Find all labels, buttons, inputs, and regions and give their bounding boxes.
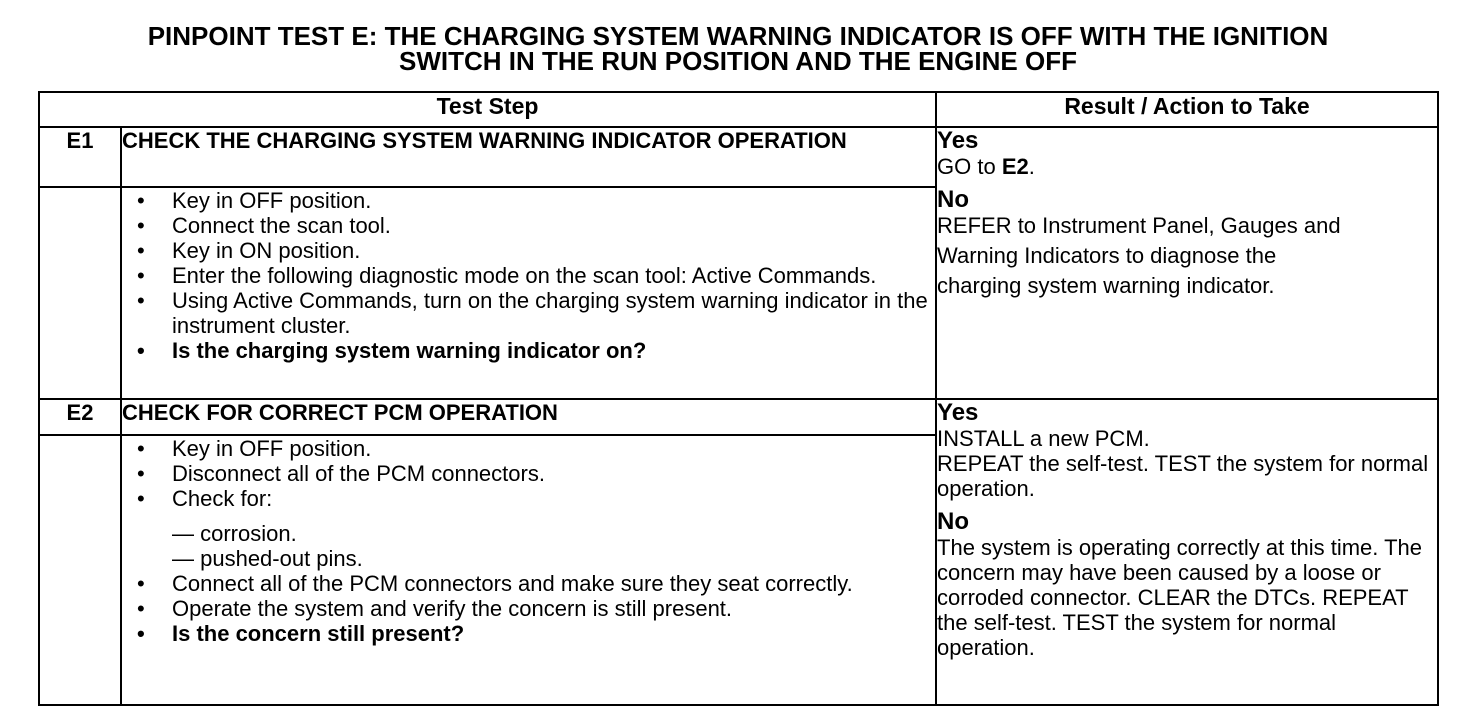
e2-step-title: CHECK FOR CORRECT PCM OPERATION xyxy=(121,399,936,435)
bullet-icon: • xyxy=(137,436,145,461)
e1-no-line-1: REFER to Instrument Panel, Gauges and xyxy=(937,213,1341,238)
e1-yes-action xyxy=(937,154,1437,179)
pinpoint-test-table xyxy=(38,91,1439,706)
e2-yes-line-1: INSTALL a new PCM. xyxy=(937,426,1150,451)
list-item: • Key in ON position. xyxy=(137,238,361,263)
list-item: • Disconnect all of the PCM connectors. xyxy=(137,461,545,486)
bullet-icon: • xyxy=(137,263,145,288)
page-title xyxy=(38,21,1438,76)
e2-yes-label: Yes xyxy=(937,399,979,426)
list-item: • Connect all of the PCM connectors and make sure they seat correctly. xyxy=(137,571,853,596)
e1-yes-target: E2 xyxy=(1001,154,1029,179)
list-item: • Operate the system and verify the concern is still present. xyxy=(137,596,733,621)
list-item: • Check for: xyxy=(137,486,273,511)
e1-yes-text: GO to xyxy=(937,154,1002,179)
e2-result-cell xyxy=(936,399,1438,705)
e2-no-label: No xyxy=(937,508,970,535)
header-result: Result / Action to Take xyxy=(936,92,1438,127)
list-item: • Connect the scan tool. xyxy=(137,213,391,238)
e2-id-spacer xyxy=(39,435,121,705)
sub-item-pushed-out-pins: — pushed-out pins. xyxy=(172,546,363,571)
e1-no-line-3: charging system warning indicator. xyxy=(937,273,1275,298)
e2-step-id: E2 xyxy=(39,399,121,435)
title-line-1: PINPOINT TEST E: THE CHARGING SYSTEM WARNING INDICATOR IS OFF WITH THE IGNITION xyxy=(147,21,1329,51)
e2-step-list-b xyxy=(122,571,935,646)
bullet-icon: • xyxy=(137,621,145,646)
e1-no-label: No xyxy=(937,186,970,213)
list-item: • Is the charging system warning indicator on? xyxy=(137,338,647,363)
bullet-icon: • xyxy=(137,213,145,238)
bullet-icon: • xyxy=(137,571,145,596)
title-line-2: SWITCH IN THE RUN POSITION AND THE ENGINE OFF xyxy=(399,46,1077,76)
bullet-icon: • xyxy=(137,461,145,486)
header-test-step: Test Step xyxy=(39,92,936,127)
e2-title-row xyxy=(39,399,1438,435)
e2-no-text: The system is operating correctly at this time. The concern may have been caused by a loose or corroded connector. CLEAR the DTCs. REPEAT the self-test. TEST the system for normal operation. xyxy=(937,535,1423,660)
table-header-row xyxy=(39,92,1438,127)
sub-item-corrosion: — corrosion. xyxy=(172,521,297,546)
list-item: • Using Active Commands, turn on the charging system warning indicator in the instrument cluster. xyxy=(137,288,928,338)
e1-yes-label: Yes xyxy=(937,127,979,154)
e1-id-spacer xyxy=(39,187,121,399)
bullet-icon: • xyxy=(137,596,145,621)
e2-step-list-a xyxy=(122,436,935,511)
bullet-icon: • xyxy=(137,288,145,313)
list-item: • Key in OFF position. xyxy=(137,436,372,461)
e1-no-line-2: Warning Indicators to diagnose the xyxy=(937,243,1277,268)
e2-steps-cell xyxy=(121,435,936,705)
e2-yes-line-2: REPEAT the self-test. TEST the system for normal operation. xyxy=(937,451,1429,501)
list-item: • Key in OFF position. xyxy=(137,188,372,213)
e1-result-cell xyxy=(936,127,1438,399)
list-item: • Is the concern still present? xyxy=(137,621,465,646)
bullet-icon: • xyxy=(137,486,145,511)
bullet-icon: • xyxy=(137,188,145,213)
bullet-icon: • xyxy=(137,238,145,263)
e1-steps-cell xyxy=(121,187,936,399)
bullet-icon: • xyxy=(137,338,145,363)
e1-step-list xyxy=(122,188,935,363)
e1-step-title: CHECK THE CHARGING SYSTEM WARNING INDICATOR OPERATION xyxy=(121,127,936,187)
e1-title-row xyxy=(39,127,1438,187)
list-item: • Enter the following diagnostic mode on the scan tool: Active Commands. xyxy=(137,263,877,288)
e1-step-id: E1 xyxy=(39,127,121,187)
e1-yes-end: . xyxy=(1028,154,1035,179)
